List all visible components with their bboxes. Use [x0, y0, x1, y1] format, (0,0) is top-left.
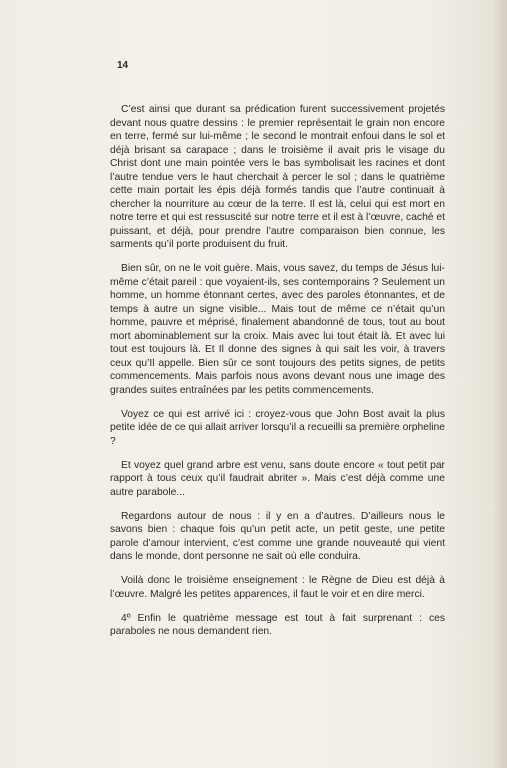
- paragraph-6: Voilà donc le troisième enseignement : le Règne de Dieu est déjà à l’œuvre. Malgré les petites apparences, il faut le voir et en dire merci.: [110, 575, 445, 600]
- paragraph-4: Et voyez quel grand arbre est venu, sans doute encore « tout petit par rapport à tous ceux qu’il faudrait abriter ». Mais c’est déjà comme une autre parabole...: [110, 459, 445, 498]
- paragraph-7: 4º Enfin le quatrième message est tout à fait surprenant : ces paraboles ne nous demandent rien.: [110, 612, 445, 637]
- paragraph-1: C’est ainsi que durant sa prédication furent successivement projetés devant nous quatre dessins : le premier représentait le grain non encore en terre, fermé sur lui-même ; le second le montrait enfoui dans le sol et déjà brisant sa carapace ; dans le troisième il avait pris le visage du Christ dont une main pointée vers le bas symbolisait les racines et dont l’autre tendue vers le haut cherchait à percer le sol ; dans le quatrième cette main portait les épis déjà formés tandis que l’autre continuait à chercher la nourriture au cœur de la terre. Il est là, celui qui est mort en notre terre et qui est ressuscité sur notre terre et il est à l’œuvre, caché et puissant, et déjà, pour prendre l’autre comparaison bien connue, les sarments qu’il porte produisent du fruit.: [110, 104, 445, 250]
- body-text: [110, 103, 445, 649]
- page-number: 14: [117, 60, 129, 71]
- paragraph-5: Regardons autour de nous : il y en a d’autres. D’ailleurs nous le savons bien : chaque fois qu’un petit acte, un petit geste, une petite parole d’amour intervient, c’est comme une grande nouveauté qui vient dans le monde, dont personne ne sait où elle conduira.: [110, 510, 445, 562]
- page-edge-shadow: [493, 0, 507, 768]
- paragraph-3: Voyez ce qui est arrivé ici : croyez-vous que John Bost avait la plus petite idée de ce qui allait arriver lorsqu’il a recueilli sa première orpheline ?: [110, 408, 445, 447]
- paragraph-2: Bien sûr, on ne le voit guère. Mais, vous savez, du temps de Jésus lui-même c’était pareil : que voyaient-ils, ses contemporains ? Seulement un homme, un homme étonnant certes, avec des paroles étonnantes, et de temps à autre un signe visible... Mais tout de même ce n’était qu’un homme, pauvre et méprisé, finalement abandonné de tous, tout au bout mort abominablement sur la croix. Mais avec lui tout était là. Et avec lui tout est toujours là. Et Il donne des signes à qui sait les voir, à travers ceux qu’Il appelle. Bien sûr ce sont toujours des petits signes, de petits commencements. Mais parfois nous avons devant nous une image des grandes suites entraînées par les petits commencements.: [110, 263, 445, 396]
